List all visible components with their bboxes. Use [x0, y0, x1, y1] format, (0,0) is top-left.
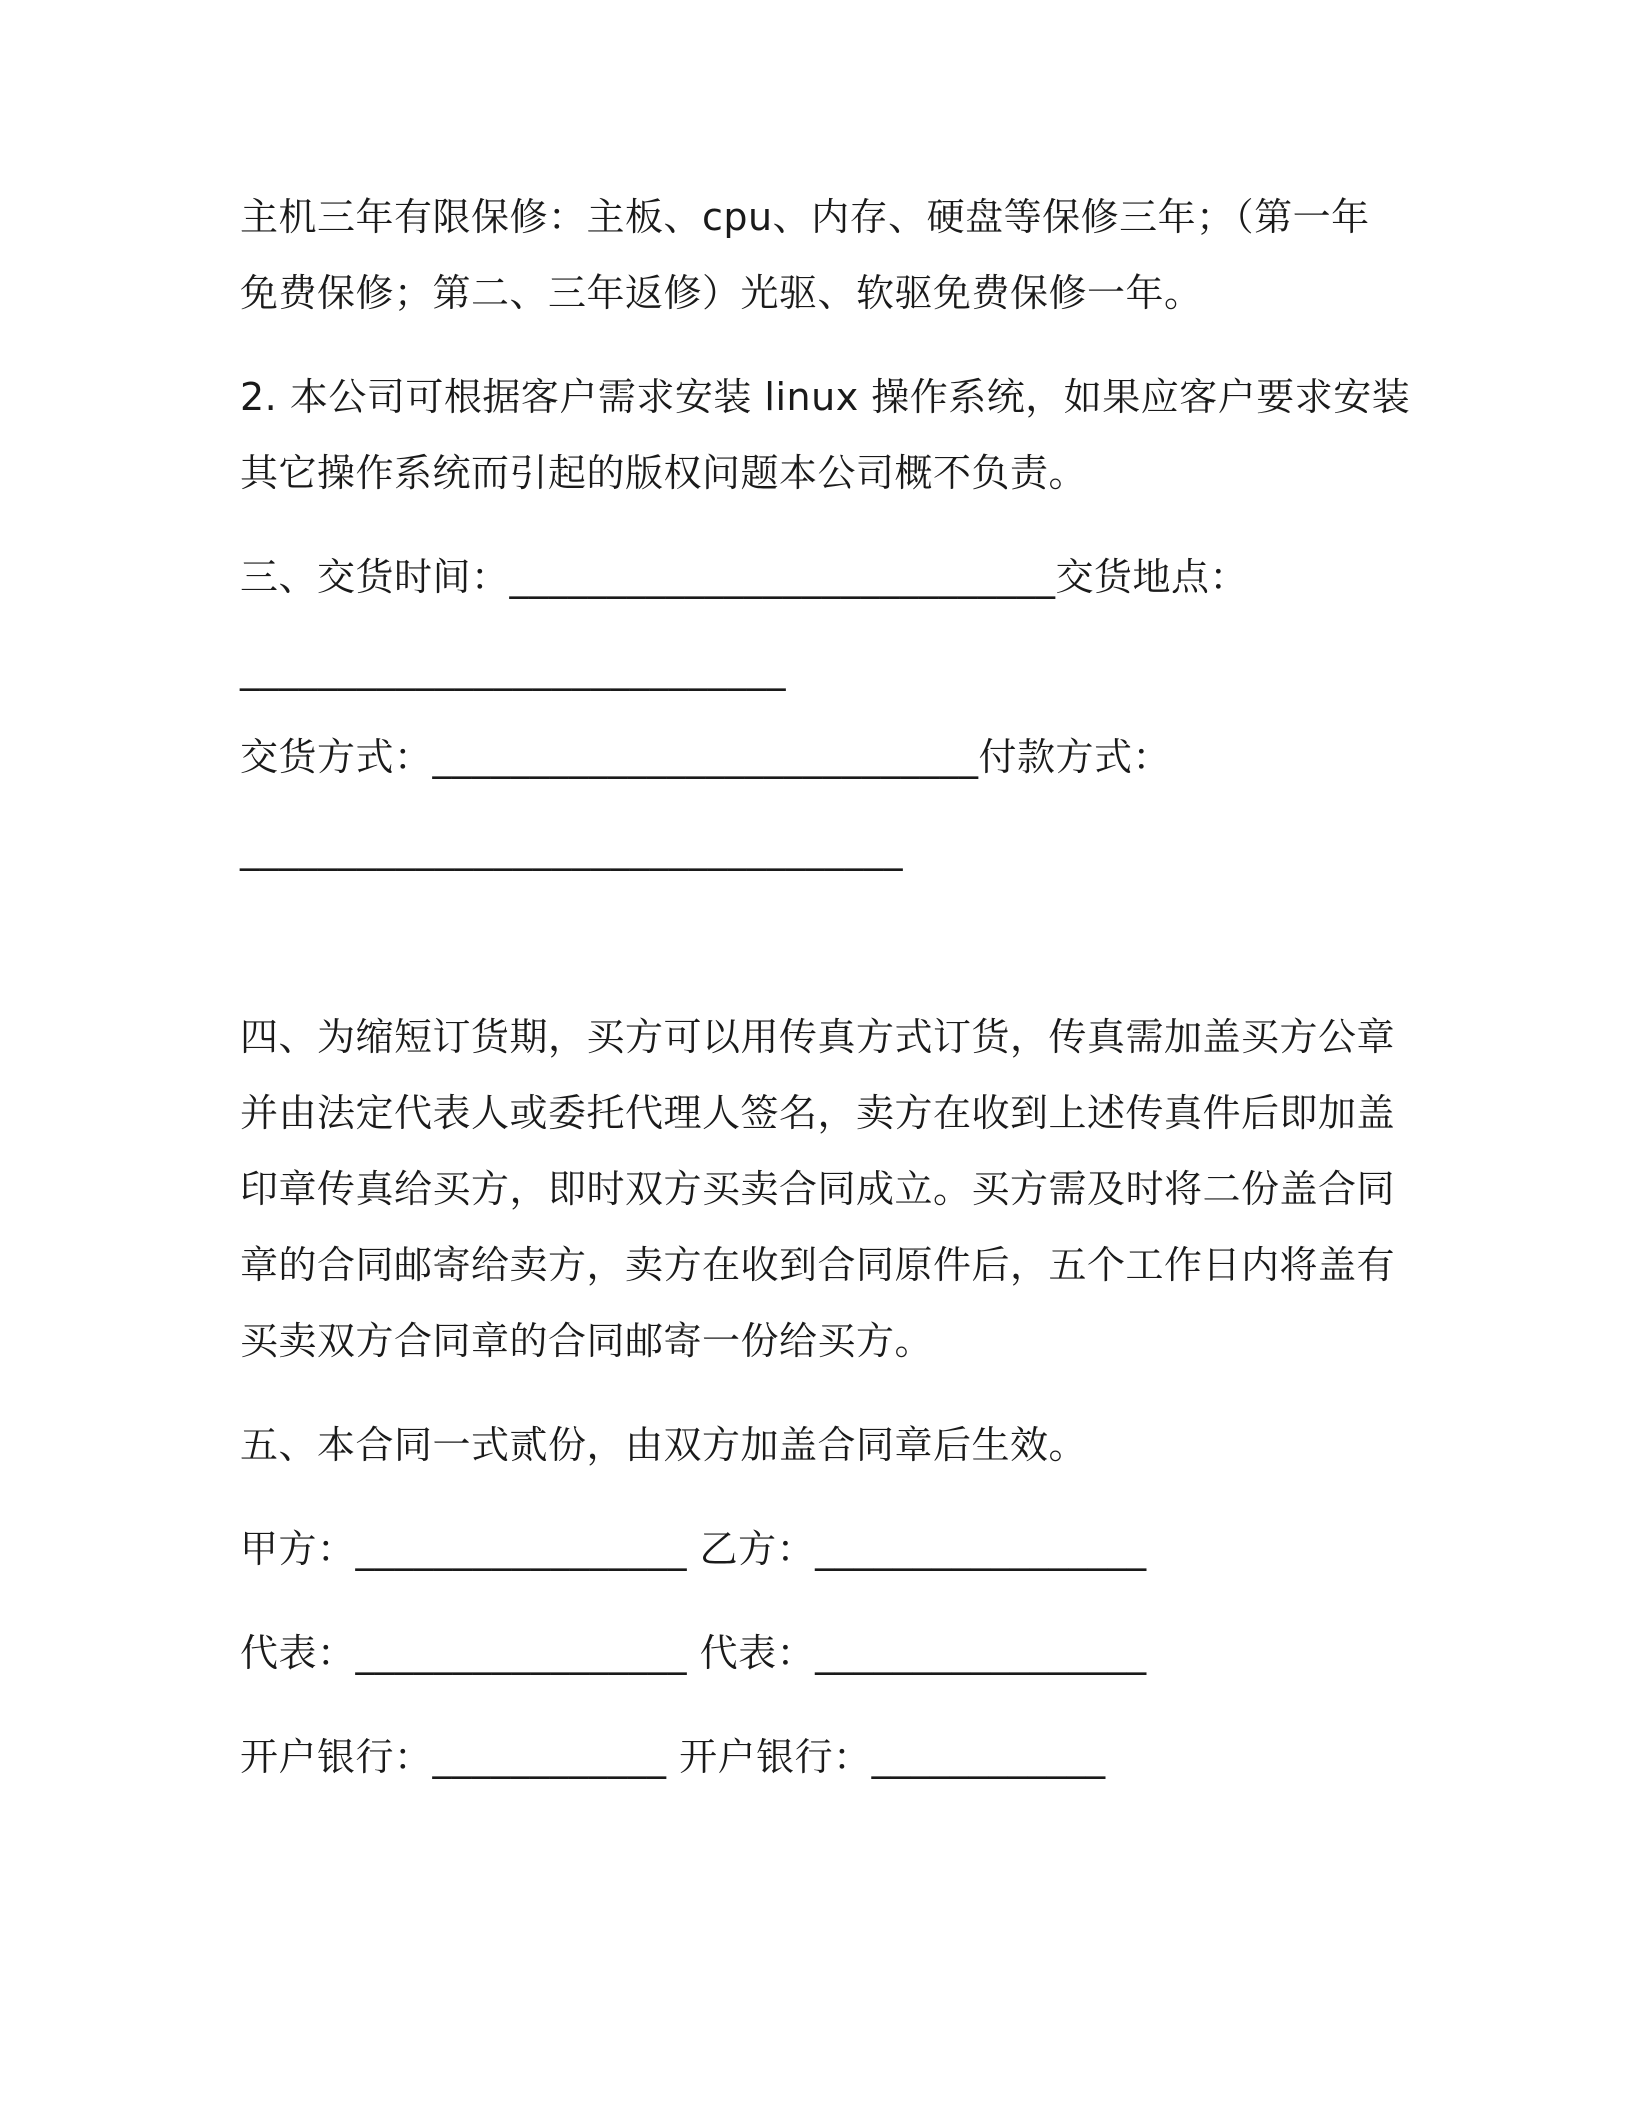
- representative-signature-line: 代表：_________________ 代表：_________________: [240, 1631, 1147, 1675]
- clause-4-line-1: 四、为缩短订货期，买方可以用传真方式订货，传真需加盖买方公章: [240, 1015, 1396, 1059]
- clause-4-line-2: 并由法定代表人或委托代理人签名，卖方在收到上述传真件后即加盖: [240, 1091, 1396, 1135]
- clause-2-line-2: 其它操作系统而引起的版权问题本公司概不负责。: [240, 451, 1088, 495]
- delivery-time-line: 三、交货时间：____________________________交货地点：: [240, 555, 1249, 599]
- clause-4-line-4: 章的合同邮寄给卖方，卖方在收到合同原件后，五个工作日内将盖有: [240, 1243, 1396, 1287]
- warranty-line-2: 免费保修；第二、三年返修）光驱、软驱免费保修一年。: [240, 271, 1203, 315]
- party-signature-line: 甲方：_________________ 乙方：_________________: [240, 1527, 1147, 1571]
- warranty-line-1: 主机三年有限保修：主板、cpu、内存、硬盘等保修三年；（第一年: [240, 195, 1370, 239]
- clause-2-line-1: 2. 本公司可根据客户需求安装 linux 操作系统，如果应客户要求安装: [240, 375, 1411, 419]
- delivery-place-blank: ____________________________: [240, 647, 786, 691]
- clause-5-line: 五、本合同一式贰份，由双方加盖合同章后生效。: [240, 1423, 1088, 1467]
- payment-method-blank: __________________________________: [240, 827, 903, 871]
- clause-4-line-5: 买卖双方合同章的合同邮寄一份给买方。: [240, 1319, 934, 1363]
- bank-account-line: 开户银行：____________ 开户银行：____________: [240, 1735, 1106, 1779]
- delivery-method-line: 交货方式：____________________________付款方式：: [240, 735, 1172, 779]
- clause-4-line-3: 印章传真给买方，即时双方买卖合同成立。买方需及时将二份盖合同: [240, 1167, 1396, 1211]
